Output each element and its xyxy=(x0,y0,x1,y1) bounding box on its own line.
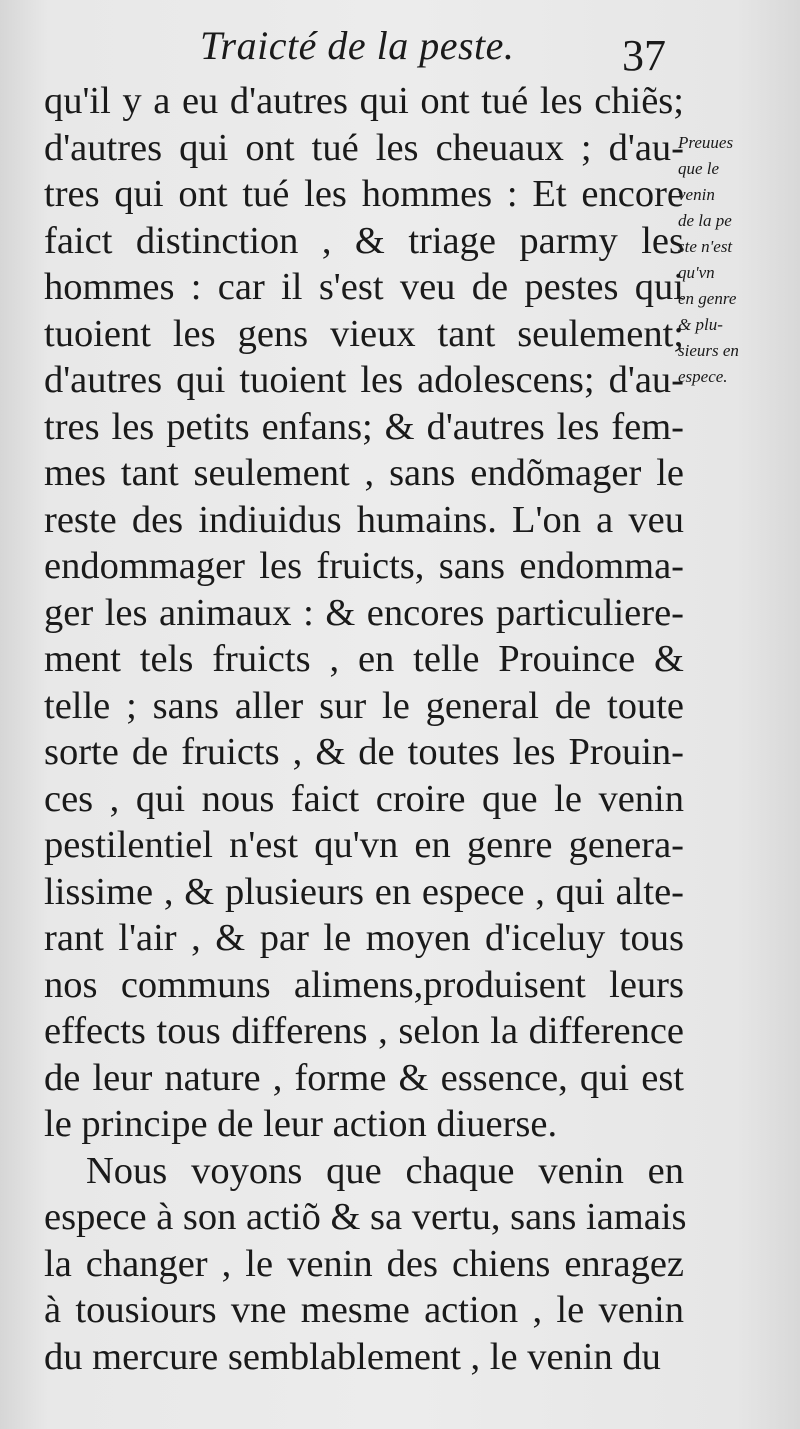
text-line: qu'il y a eu d'autres qui ont tué les chiẽs; xyxy=(44,80,684,122)
text-line: Nous voyons que chaque venin en xyxy=(86,1149,684,1192)
page-number: 37 xyxy=(622,31,666,80)
text-line: faict distinction , & triage parmy les xyxy=(44,219,684,262)
text-line: tres les petits enfans; & d'autres les fem- xyxy=(44,405,684,448)
text-line: à tousiours vne mesme action , le venin xyxy=(44,1289,684,1331)
margin-note-line: de la pe xyxy=(678,211,732,230)
text-line: ger les animaux : & encores particuliere- xyxy=(44,591,684,634)
paragraph-2 xyxy=(44,1148,687,1381)
margin-note-line: espece. xyxy=(678,367,728,386)
margin-note-line: ste n'est xyxy=(678,237,733,256)
text-line: du mercure semblablement , le venin du xyxy=(44,1335,661,1378)
text-line: le principe de leur action diuerse. xyxy=(44,1103,558,1145)
text-line: rant l'air , & par le moyen d'iceluy tous xyxy=(44,917,684,959)
text-line: reste des indiuidus humains. L'on a veu xyxy=(44,498,684,541)
text-line: ces , qui nous faict croire que le venin xyxy=(44,777,684,820)
text-line: lissime , & plusieurs en espece , qui alte- xyxy=(44,870,684,913)
text-line: pestilentiel n'est qu'vn en genre genera- xyxy=(44,824,684,866)
margin-note-line: venin xyxy=(678,185,715,204)
text-line: tres qui ont tué les hommes : Et encore xyxy=(44,173,684,215)
text-line: effects tous differens , selon la difference xyxy=(44,1010,684,1052)
text-line: hommes : car il s'est veu de pestes qui xyxy=(44,266,684,308)
body-text xyxy=(44,78,687,1380)
text-line: espece à son actiõ & sa vertu, sans iamais xyxy=(44,1196,687,1238)
paragraph-1 xyxy=(44,78,684,1148)
running-title: Traicté de la peste. xyxy=(200,23,515,68)
margin-note-line: que le xyxy=(678,159,720,178)
text-line: endommager les fruicts, sans endomma- xyxy=(44,545,684,587)
margin-note-line: sieurs en xyxy=(678,341,739,360)
text-line: la changer , le venin des chiens enragez xyxy=(44,1242,684,1285)
margin-note-line: en genre xyxy=(678,289,737,308)
margin-note-line: qu'vn xyxy=(678,263,715,282)
text-line: de leur nature , forme & essence, qui est xyxy=(44,1056,684,1099)
margin-note-line: & plu- xyxy=(678,315,723,334)
text-line: tuoient les gens vieux tant seulement; xyxy=(44,312,684,355)
text-line: telle ; sans aller sur le general de toute xyxy=(44,684,684,727)
text-line: nos communs alimens,produisent leurs xyxy=(44,963,684,1006)
margin-note xyxy=(678,130,798,390)
text-line: ment tels fruicts , en telle Prouince & xyxy=(44,638,684,680)
text-line: d'autres qui tuoient les adolescens; d'au- xyxy=(44,359,684,401)
text-line: d'autres qui ont tué les cheuaux ; d'au- xyxy=(44,126,684,169)
margin-note-line: Preuues xyxy=(678,133,734,152)
text-line: sorte de fruicts , & de toutes les Prouin- xyxy=(44,731,684,773)
text-line: mes tant seulement , sans endõmager le xyxy=(44,452,684,494)
